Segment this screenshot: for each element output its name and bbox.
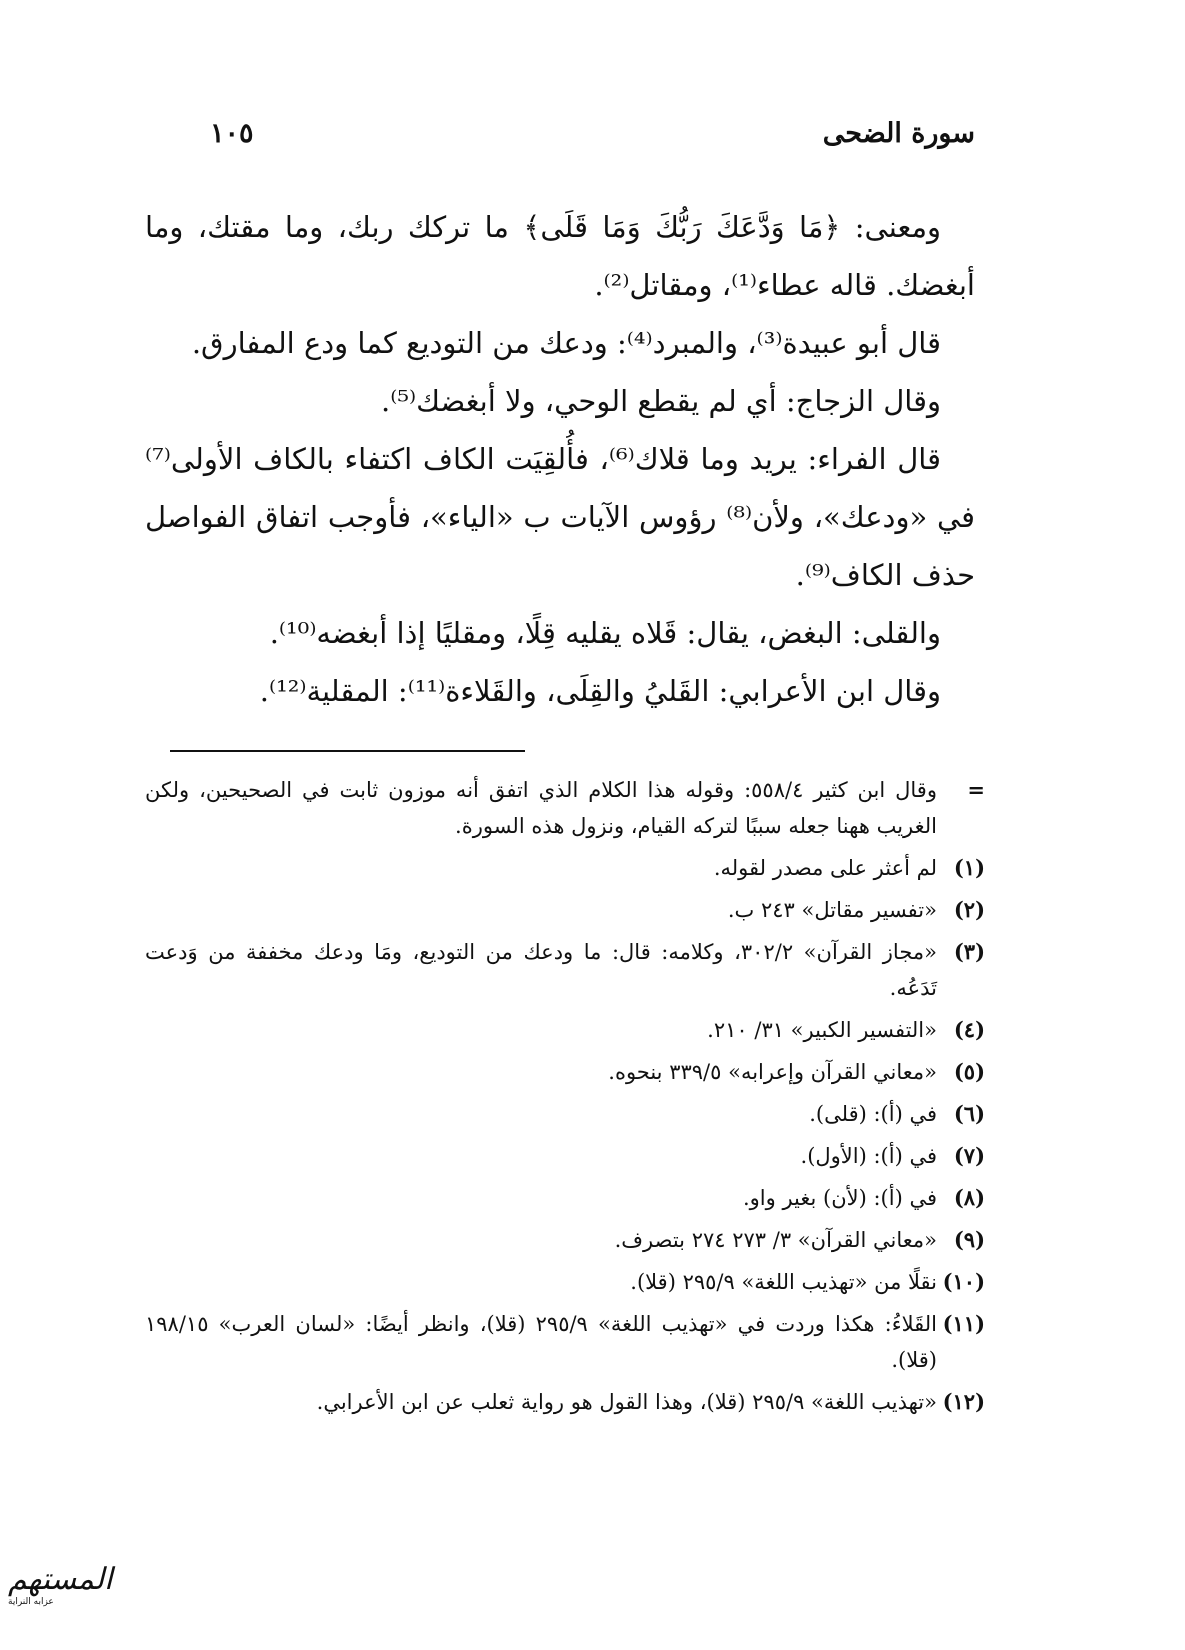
footnote-number: (٧) <box>953 1143 985 1168</box>
footnote-number: (٨) <box>953 1185 985 1210</box>
footnote <box>145 1054 985 1090</box>
footnote-text: «تفسير مقاتل» ٢٤٣ ب. <box>727 898 937 922</box>
footnote-text: في (أ): (لأن) بغير واو. <box>742 1186 937 1210</box>
footnote-text: «التفسير الكبير» ٣١/ ٢١٠. <box>707 1018 937 1042</box>
footnote-number: (٣) <box>953 939 985 964</box>
watermark-logo <box>8 1562 118 1640</box>
footnote-number: (٦) <box>953 1101 985 1126</box>
footnote-text: «تهذيب اللغة» ٢٩٥/٩ (قلا)، وهذا القول هو رواية ثعلب عن ابن الأعرابي. <box>316 1390 937 1414</box>
footnote-text: القَلاءُ: هكذا وردت في «تهذيب اللغة» ٢٩٥/٩ (قلا)، وانظر أيضًا: «لسان العرب» ١٩٨/١٥ (قلا). <box>145 1312 937 1372</box>
footnote <box>145 1384 985 1420</box>
footnote-text: في (أ): (الأول). <box>800 1144 937 1168</box>
footnote-number: (٩) <box>953 1227 985 1252</box>
footnote-text: لم أعثر على مصدر لقوله. <box>713 856 937 880</box>
paragraph: قال الفراء: يريد وما قلاك⁽⁶⁾، فأُلقِيَت الكاف اكتفاء بالكاف الأولى⁽⁷⁾ في «ودعك»، ولأن⁽⁸⁾ رؤوس الآيات ب «الياء»، فأوجب اتفاق الفواصل حذف الكاف⁽⁹⁾. <box>145 442 975 592</box>
footnote-number: (٢) <box>953 897 985 922</box>
footnote-text: نقلًا من «تهذيب اللغة» ٢٩٥/٩ (قلا). <box>630 1270 937 1294</box>
footnote <box>145 892 985 928</box>
footnote-divider <box>170 750 525 752</box>
footnote-number: (١) <box>953 855 985 880</box>
footnote <box>145 1306 985 1378</box>
paragraph: والقلى: البغض، يقال: قَلاه يقليه قِلًا، ومقليًا إذا أبغضه⁽¹⁰⁾. <box>269 616 941 650</box>
footnote-text: «معاني القرآن وإعرابه» ٣٣٩/٥ بنحوه. <box>608 1060 937 1084</box>
footnote <box>145 1138 985 1174</box>
footnote-number: (١٠) <box>942 1269 985 1294</box>
paragraph: وقال ابن الأعرابي: القَليُ والقِلَى، والقَلاءة⁽¹¹⁾: المقلية⁽¹²⁾. <box>259 674 941 708</box>
footnote <box>145 1222 985 1258</box>
paragraph: وقال الزجاج: أي لم يقطع الوحي، ولا أبغضك⁽⁵⁾. <box>381 384 941 418</box>
watermark-logo-text: المستهم <box>8 1562 113 1597</box>
footnote-number: (٤) <box>953 1017 985 1042</box>
footnote <box>145 1096 985 1132</box>
paragraph: قال أبو عبيدة⁽³⁾، والمبرد⁽⁴⁾: ودعك من التوديع كما ودع المفارق. <box>191 326 941 360</box>
footnote-text: «مجاز القرآن» ٣٠٢/٢، وكلامه: قال: ما ودعك من التوديع، ومَا ودعك مخففة من وَدعت تَدَعُه. <box>145 940 937 1000</box>
footnote-text: وقال ابن كثير ٥٥٨/٤: وقوله هذا الكلام الذي اتفق أنه موزون ثابت في الصحيحين، ولكن الغريب ههنا جعله سببًا لتركه القيام، ونزول هذه السورة. <box>145 778 937 838</box>
footnote <box>145 1264 985 1300</box>
footnotes <box>145 772 985 1426</box>
watermark-tagline: عزابه النراية <box>8 1597 54 1607</box>
page-header <box>210 118 975 162</box>
footnote-text: «معاني القرآن» ٣/ ٢٧٣ ٢٧٤ بتصرف. <box>614 1228 937 1252</box>
surah-title: سورة الضحى <box>822 118 975 149</box>
footnote-number: (١١) <box>942 1311 985 1336</box>
main-text <box>145 198 975 720</box>
paragraph: ومعنى: ﴿مَا وَدَّعَكَ رَبُّكَ وَمَا قَلَى﴾ ما تركك ربك، وما مقتك، وما أبغضك. قاله عطاء⁽¹⁾، ومقاتل⁽²⁾. <box>145 210 975 302</box>
footnote <box>145 1012 985 1048</box>
footnote-number: (١٢) <box>942 1389 985 1414</box>
footnote-number: = <box>967 777 985 802</box>
footnote-number: (٥) <box>953 1059 985 1084</box>
footnote <box>145 850 985 886</box>
page-number: ١٠٥ <box>210 118 254 149</box>
footnote <box>145 934 985 1006</box>
footnote <box>145 1180 985 1216</box>
footnote <box>145 772 985 844</box>
footnote-text: في (أ): (قلى). <box>809 1102 937 1126</box>
